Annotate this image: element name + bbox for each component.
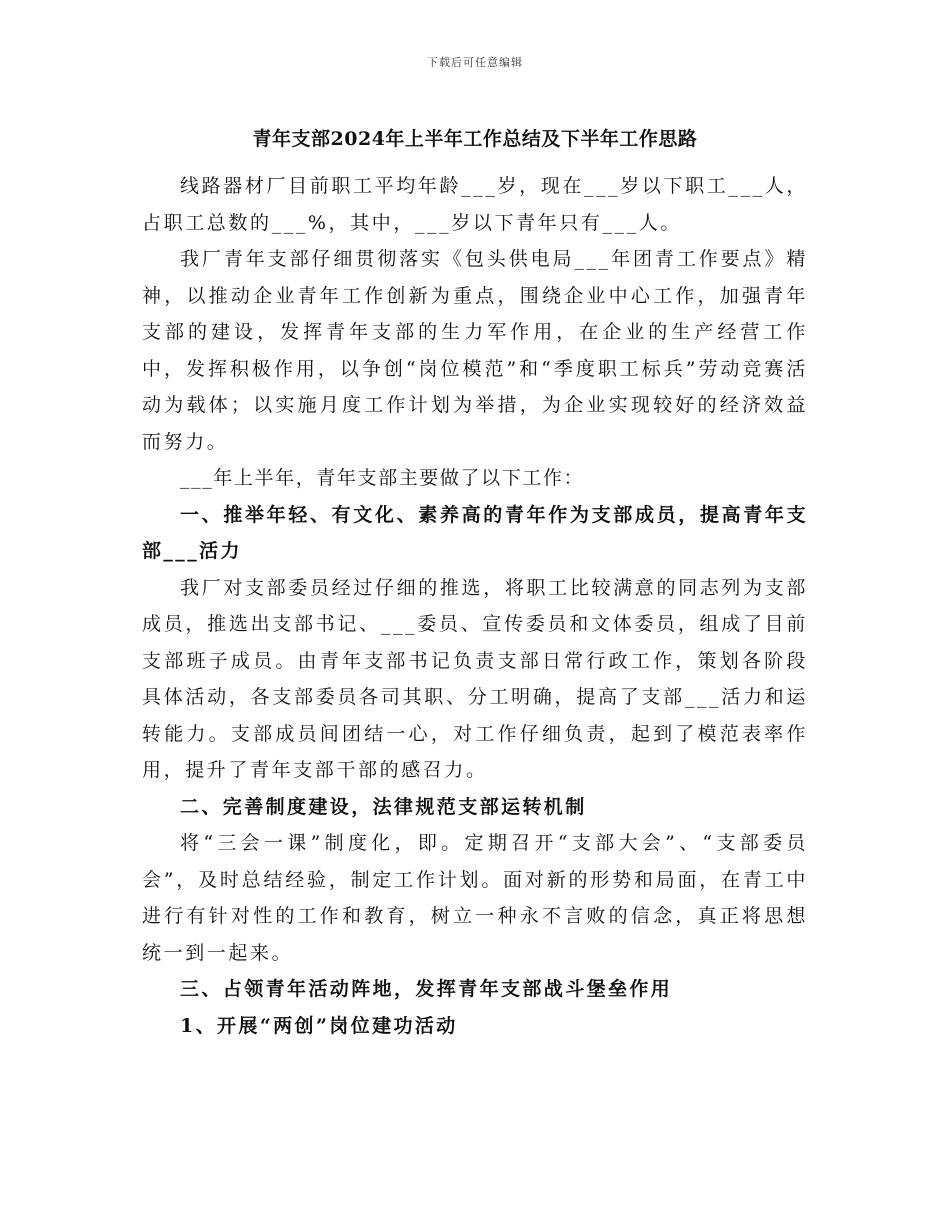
section-heading-1: 一、推举年轻、有文化、素养高的青年作为支部成员，提高青年支部___活力: [142, 503, 808, 562]
paragraph-member-selection: 我厂对支部委员经过仔细的推选，将职工比较满意的同志列为支部成员，推选出支部书记、___委员、宣传委员和文体委员，组成了目前支部班子成员。由青年支部书记负责支部日常行政工作，策划各阶段具体活动，各支部委员各司其职、分工明确，提高了支部___活力和运转能力。支部成员间团结一心，对工作仔细负责，起到了模范表率作用，提升了青年支部干部的感召力。: [142, 576, 808, 781]
section-heading-3: 三、占领青年活动阵地，发挥青年支部战斗堡垒作用: [180, 978, 673, 1000]
paragraph-branch-overview: 我厂青年支部仔细贯彻落实《包头供电局___年团青工作要点》精神，以推动企业青年工作创新为重点，围绕企业中心工作，加强青年支部的建设，发挥青年支部的生力军作用，在企业的生产经营工作中，发挥积极作用，以争创“岗位模范”和“季度职工标兵”劳动竞赛活动为载体；以实施月度工作计划为举措，为企业实现较好的经济效益而努力。: [142, 248, 808, 453]
header-note: 下载后可任意编辑: [427, 56, 523, 69]
document-title: 青年支部2024年上半年工作总结及下半年工作思路: [252, 128, 698, 150]
subsection-heading-1: 1、开展“两创”岗位建功活动: [180, 1014, 458, 1037]
document-body: [142, 168, 808, 1044]
paragraph-work-intro: ___年上半年，青年支部主要做了以下工作：: [180, 467, 585, 489]
paragraph-staff-stats: 线路器材厂目前职工平均年龄___岁，现在___岁以下职工___人，占职工总数的___%，其中，___岁以下青年只有___人。: [142, 175, 808, 234]
section-heading-2: 二、完善制度建设，法律规范支部运转机制: [180, 795, 587, 818]
paragraph-system-building: 将“三会一课”制度化，即。定期召开“支部大会”、“支部委员会”，及时总结经验，制定工作计划。面对新的形势和局面，在青工中进行有针对性的工作和教育，树立一种永不言败的信念，真正将思想统一到一起来。: [142, 832, 808, 964]
